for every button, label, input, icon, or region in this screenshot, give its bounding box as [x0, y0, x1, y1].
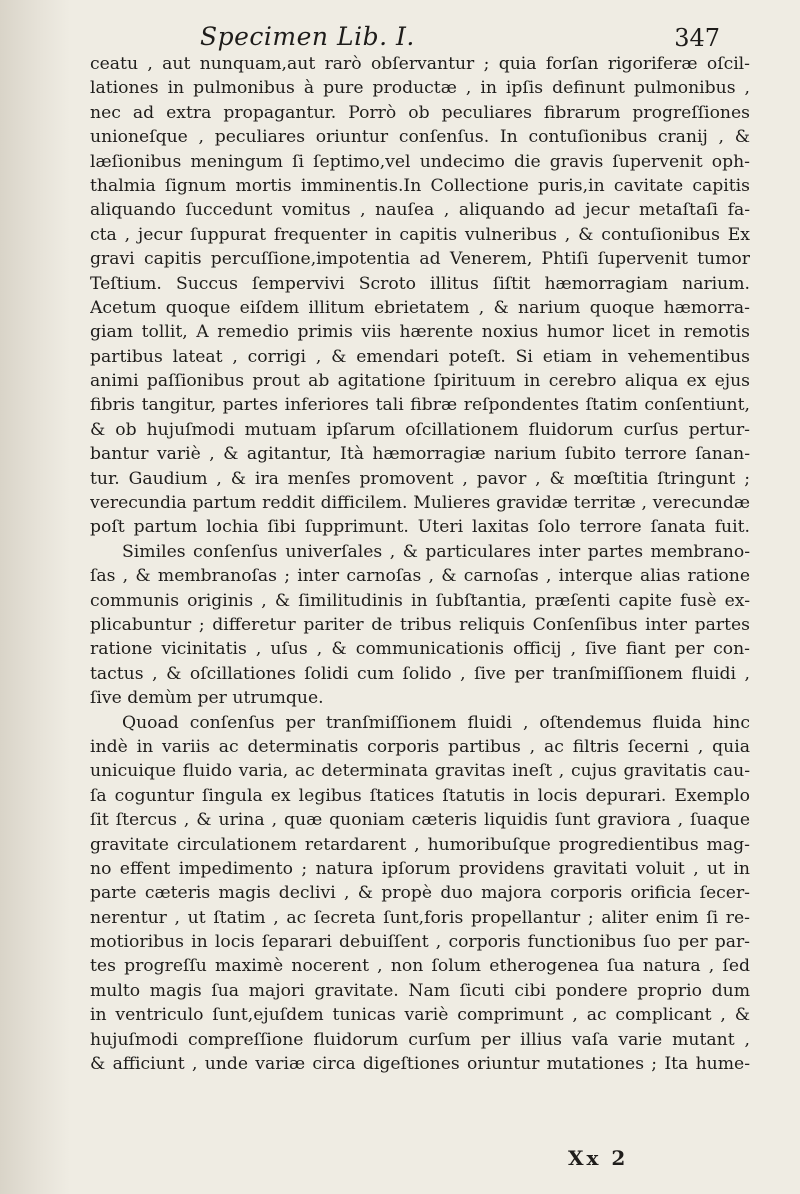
text-line: ratione vicinitatis , uſus , & communicationis officij , ſive fiant per con-: [90, 639, 750, 660]
text-line: partibus lateat , corrigi , & emendari poteſt. Si etiam in vehementibus: [90, 346, 750, 367]
text-line: indè in variis ac determinatis corporis partibus , ac filtris ſecerni , quia: [90, 736, 750, 757]
page-header: [200, 14, 720, 54]
text-line: & ob hujuſmodi mutuam ipſarum oſcillationem fluidorum curſus pertur-: [90, 419, 750, 440]
text-line: ſive demùm per utrumque.: [90, 688, 324, 709]
text-line: communis originis , & ſimilitudinis in ſubſtantia, præſenti capite fusè ex-: [90, 590, 750, 611]
signature-mark: Xx 2: [568, 1146, 629, 1170]
text-line: unioneſque , peculiares oriuntur conſenſus. In contuſionibus cranij , &: [90, 127, 750, 148]
text-line: cta , jecur ſuppurat frequenter in capitis vulneribus , & contuſionibus Ex: [90, 224, 750, 245]
page-gutter: [0, 0, 70, 1194]
text-line: Acetum quoque eiſdem illitum ebrietatem , & narium quoque hæmorra-: [90, 297, 750, 318]
text-line: ſit ſtercus , & urina , quæ quoniam cæteris liquidis ſunt graviora , ſuaque: [90, 810, 750, 831]
text-line: lationes in pulmonibus à pure productæ , in ipſis definunt pulmonibus ,: [90, 78, 750, 99]
text-line: hujuſmodi compreſſione fluidorum curſum per illius vaſa varie mutant ,: [90, 1029, 750, 1050]
text-line: parte cæteris magis declivi , & propè duo majora corporis orificia ſecer-: [90, 883, 750, 904]
text-line: giam tollit, A remedio primis viis hærente noxius humor licet in remotis: [90, 322, 750, 343]
text-line: ſa coguntur ſingula ex legibus ſtatices ſtatutis in locis depurari. Exemplo: [90, 785, 750, 806]
text-line: bantur variè , & agitantur, Ità hæmorragiæ narium ſubito terrore ſanan-: [90, 444, 750, 465]
text-line: nec ad extra propagantur. Porrò ob peculiares fibrarum progreſſiones: [90, 102, 750, 123]
text-line: unicuique fluido varia, ac determinata gravitas ineſt , cujus gravitatis cau-: [90, 761, 750, 782]
text-line: aliquando ſuccedunt vomitus , nauſea , aliquando ad jecur metaſtaſi fa-: [90, 200, 750, 221]
text-line: Quoad conſenſus per tranſmiſſionem fluidi , oſtendemus fluida hinc: [122, 712, 750, 733]
text-line: multo magis ſua majori gravitate. Nam ſicuti cibi pondere proprio dum: [90, 980, 750, 1001]
text-line: & afficiunt , unde variæ circa digeſtiones oriuntur mutationes ; Ita hume-: [90, 1054, 750, 1075]
text-line: verecundia partum reddit difficilem. Mulieres gravidæ territæ , verecundæ: [90, 493, 750, 514]
text-line: Teſtium. Succus ſempervivi Scroto illitus ſiſtit hæmorragiam narium.: [90, 273, 750, 294]
text-line: Similes conſenſus univerſales , & particulares inter partes membrano-: [122, 541, 750, 562]
text-line: gravitate circulationem retardarent , humoribuſque progredientibus mag-: [90, 834, 750, 855]
body-text: [90, 52, 750, 1076]
running-title: Specimen Lib. I.: [200, 22, 415, 51]
text-line: tur. Gaudium , & ira menſes promovent , pavor , & mœſtitia ſtringunt ;: [90, 468, 750, 489]
text-line: no effent impedimento ; natura ipſorum providens gravitati voluit , ut in: [90, 858, 750, 879]
text-line: fibris tangitur, partes inferiores tali fibræ reſpondentes ſtatim conſentiunt,: [90, 395, 750, 416]
text-line: plicabuntur ; differetur pariter de tribus reliquis Conſenſibus inter partes: [90, 614, 750, 635]
text-line: animi paſſionibus prout ab agitatione ſpirituum in cerebro aliqua ex ejus: [90, 371, 750, 392]
text-line: læſionibus meningum ſi ſeptimo,vel undecimo die gravis ſupervenit oph-: [90, 151, 750, 172]
text-line: in ventriculo ſunt,ejuſdem tunicas variè comprimunt , ac complicant , &: [90, 1005, 750, 1026]
text-line: poſt partum lochia ſibi ſupprimunt. Uteri laxitas ſolo terrore ſanata fuit.: [90, 517, 750, 538]
text-line: motioribus in locis ſeparari debuiſſent , corporis functionibus ſuo per par-: [90, 932, 750, 953]
text-line: nerentur , ut ſtatim , ac ſecreta ſunt,foris propellantur ; aliter enim ſi re-: [90, 907, 750, 928]
text-line: ſas , & membranoſas ; inter carnoſas , & carnoſas , interque alias ratione: [90, 566, 750, 587]
text-line: tactus , & oſcillationes ſolidi cum ſolido , ſive per tranſmiſſionem fluidi ,: [90, 663, 750, 684]
text-line: ceatu , aut nunquam,aut rarò obſervantur ; quia forſan rigoriferæ oſcil-: [90, 54, 750, 74]
text-line: gravi capitis percuſſione,impotentia ad Venerem, Phtiſi ſupervenit tumor: [90, 249, 750, 270]
text-line: tes progreſſu maximè nocerent , non ſolum etherogenea ſua natura , ſed: [90, 956, 750, 977]
page-number: 347: [674, 24, 720, 52]
text-line: thalmia ſignum mortis imminentis.In Collectione puris,in cavitate capitis: [90, 175, 750, 196]
